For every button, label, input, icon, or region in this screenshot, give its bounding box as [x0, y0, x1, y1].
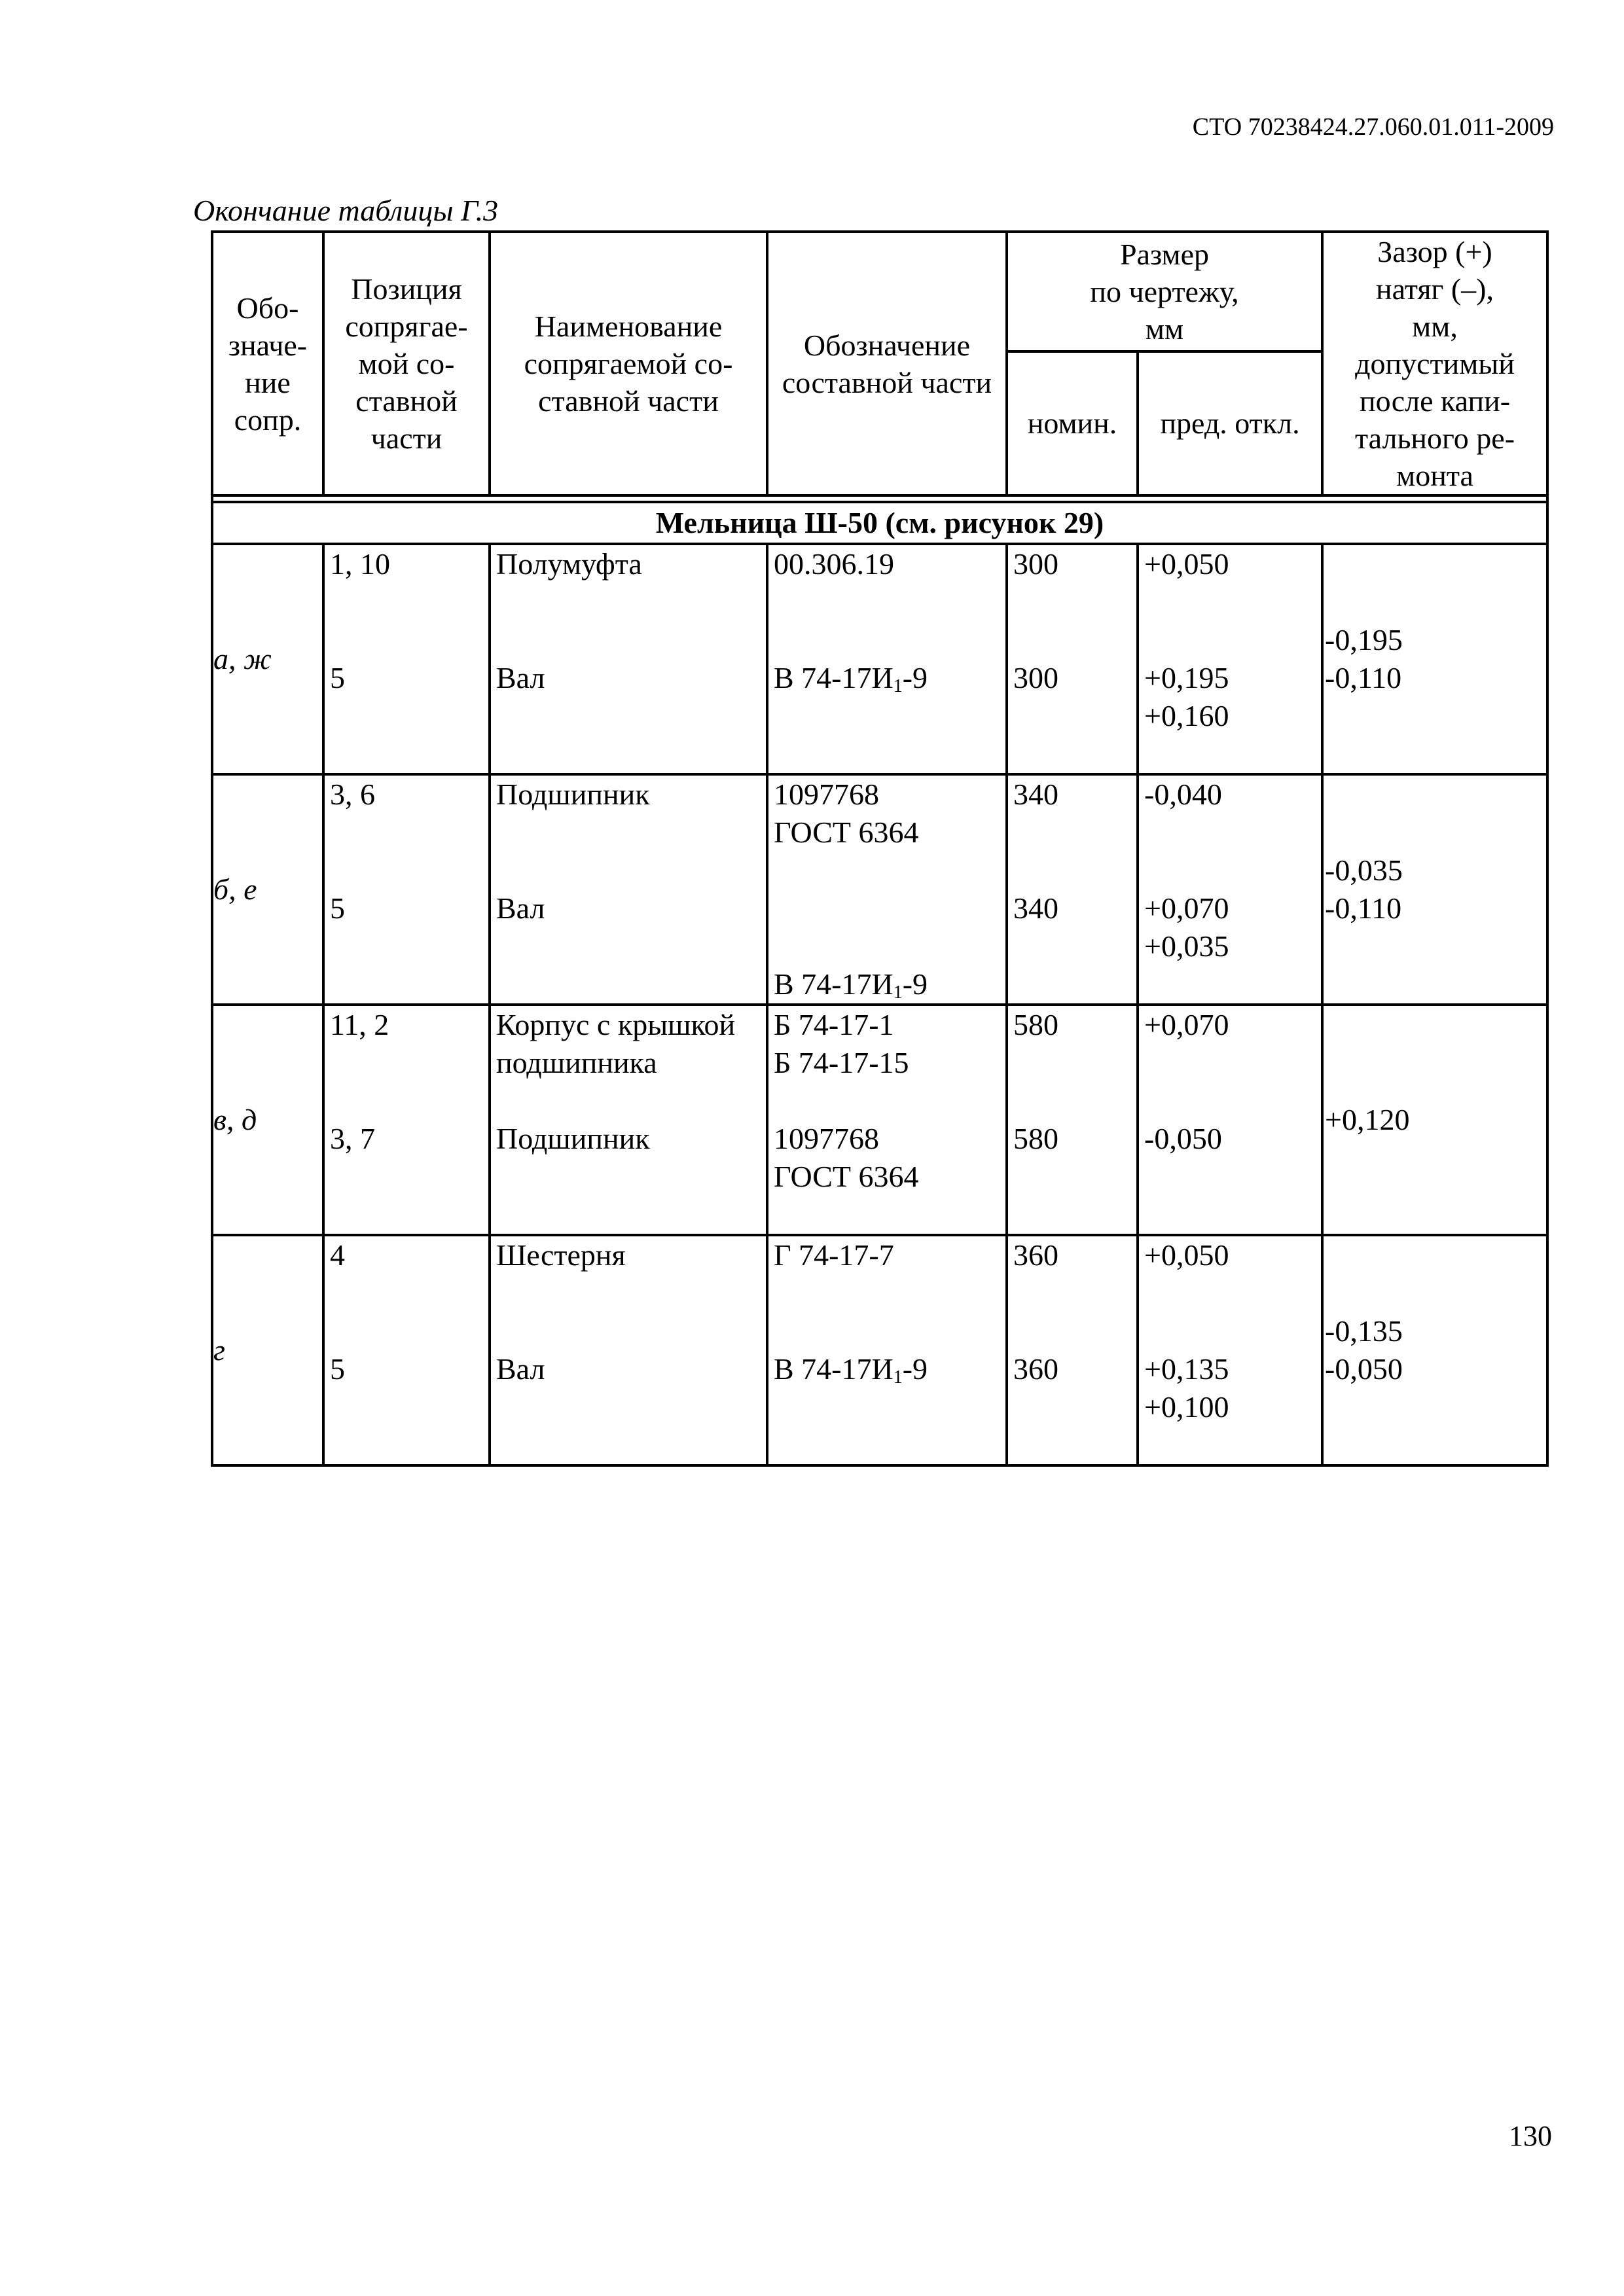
mating-designation: б, е [212, 774, 323, 1005]
part-line: ГОСТ 6364 [774, 1160, 919, 1193]
position-value: 5 [330, 891, 345, 925]
part-main: В 74-17И [774, 1352, 893, 1386]
part-line: 1097768 [774, 1122, 879, 1155]
document-code: СТО 70238424.27.060.01.011-2009 [1192, 113, 1554, 141]
clearance-value: -0,195 [1325, 623, 1403, 656]
nominal-value: 580 [1013, 1008, 1058, 1041]
cell-nominal [1007, 1350, 1138, 1465]
cell-tolerance [1138, 774, 1322, 889]
cell-nominal [1007, 889, 1138, 1005]
part-subscript: 1 [893, 676, 903, 696]
clearance-value: -0,110 [1325, 891, 1402, 925]
part-suffix: -9 [902, 967, 928, 1001]
header-designation: Обо- значе- ние сопр. [212, 232, 323, 495]
position-value: 5 [330, 1352, 345, 1386]
cell-part-designation [767, 1350, 1007, 1465]
clearance-value: -0,135 [1325, 1314, 1403, 1348]
header-clearance: Зазор (+) натяг (–), мм, допустимый после капи- тального ре- монта [1322, 232, 1547, 495]
part-line: ГОСТ 6364 [774, 816, 919, 849]
name-line: Вал [496, 661, 545, 694]
cell-position [323, 1235, 490, 1350]
cell-part-designation [767, 889, 1007, 1005]
part-line [768, 659, 1005, 697]
clearance-value: -0,050 [1325, 1352, 1403, 1386]
cell-tolerance [1138, 659, 1322, 774]
part-line: Б 74-17-1 [774, 1008, 894, 1041]
nominal-value: 300 [1013, 547, 1058, 581]
cell-part-designation [767, 1005, 1007, 1120]
part-wrap [768, 659, 1005, 697]
cell-name [490, 659, 767, 774]
name-line: подшипника [496, 1046, 657, 1079]
mating-designation: а, ж [212, 544, 323, 774]
cell-part-designation [767, 1120, 1007, 1235]
tolerance-value: -0,050 [1144, 1122, 1222, 1155]
cell-nominal [1007, 659, 1138, 774]
cell-part-designation [767, 659, 1007, 774]
cell-position [323, 774, 490, 889]
position-value: 11, 2 [330, 1008, 389, 1041]
cell-nominal [1007, 774, 1138, 889]
cell-clearance [1322, 544, 1547, 774]
header-name: Наименование сопрягаемой со- ставной части [490, 232, 767, 495]
nominal-value: 360 [1013, 1238, 1058, 1272]
part-line: 1097768 [774, 778, 879, 811]
cell-part-designation [767, 1235, 1007, 1350]
fit-table [211, 230, 1549, 1467]
cell-nominal [1007, 1005, 1138, 1120]
cell-clearance [1322, 774, 1547, 1005]
part-line [768, 1350, 1005, 1388]
name-line: Подшипник [496, 778, 650, 811]
cell-name [490, 889, 767, 1005]
table-row [212, 544, 1547, 659]
cell-position [323, 544, 490, 659]
cell-name [490, 774, 767, 889]
cell-tolerance [1138, 1120, 1322, 1235]
name-line: Полумуфта [496, 547, 642, 581]
cell-position [323, 1005, 490, 1120]
tolerance-value: +0,050 [1144, 1238, 1229, 1272]
cell-name [490, 544, 767, 659]
part-line: Г 74-17-7 [774, 1238, 894, 1272]
tolerance-value: +0,135 [1144, 1352, 1229, 1386]
cell-clearance [1322, 1235, 1547, 1465]
tolerance-value: +0,035 [1144, 929, 1229, 963]
header-gap [212, 495, 1547, 502]
position-value: 5 [330, 661, 345, 694]
section-title: Мельница Ш-50 (см. рисунок 29) [212, 502, 1547, 544]
tolerance-value: -0,040 [1144, 778, 1222, 811]
table-row [212, 774, 1547, 889]
table-row [212, 1005, 1547, 1120]
header-part-designation: Обозначение составной части [767, 232, 1007, 495]
part-suffix: -9 [902, 661, 928, 694]
header-tolerance: пред. откл. [1138, 351, 1322, 495]
cell-position [323, 1120, 490, 1235]
name-line: Подшипник [496, 1122, 650, 1155]
cell-position [323, 659, 490, 774]
cell-name [490, 1005, 767, 1120]
cell-name [490, 1235, 767, 1350]
nominal-value: 580 [1013, 1122, 1058, 1155]
cell-tolerance [1138, 1235, 1322, 1350]
tolerance-value: +0,195 [1144, 661, 1229, 694]
cell-name [490, 1350, 767, 1465]
part-wrap [768, 1350, 1005, 1388]
section-row [212, 502, 1547, 544]
cell-tolerance [1138, 544, 1322, 659]
position-value: 3, 7 [330, 1122, 375, 1155]
cell-name [490, 1120, 767, 1235]
position-value: 3, 6 [330, 778, 375, 811]
nominal-value: 340 [1013, 891, 1058, 925]
table-row [212, 1235, 1547, 1350]
part-wrap [768, 889, 1005, 1003]
clearance-value: -0,110 [1325, 661, 1402, 694]
cell-nominal [1007, 544, 1138, 659]
cell-tolerance [1138, 1350, 1322, 1465]
page-number: 130 [1509, 2120, 1552, 2152]
mating-designation: г [212, 1235, 323, 1465]
nominal-value: 340 [1013, 778, 1058, 811]
part-spacer [768, 927, 1005, 965]
tolerance-value: +0,050 [1144, 547, 1229, 581]
header-position: Позиция сопрягае- мой со- ставной части [323, 232, 490, 495]
nominal-value: 360 [1013, 1352, 1058, 1386]
part-line: Б 74-17-15 [774, 1046, 909, 1079]
tolerance-value: +0,160 [1144, 699, 1229, 732]
tolerance-value: +0,070 [1144, 891, 1229, 925]
position-value: 4 [330, 1238, 345, 1272]
part-spacer [768, 889, 1005, 927]
tolerance-value: +0,070 [1144, 1008, 1229, 1041]
position-value: 1, 10 [330, 547, 390, 581]
name-line: Вал [496, 1352, 545, 1386]
nominal-value: 300 [1013, 661, 1058, 694]
part-subscript: 1 [893, 982, 903, 1003]
name-line: Корпус с крышкой [496, 1008, 736, 1041]
tolerance-value: +0,100 [1144, 1390, 1229, 1424]
header-size-group: Размер по чертежу, мм [1007, 232, 1322, 351]
name-line: Шестерня [496, 1238, 626, 1272]
cell-clearance [1322, 1005, 1547, 1235]
table-caption: Окончание таблицы Г.3 [193, 194, 499, 227]
cell-nominal [1007, 1235, 1138, 1350]
header-row [212, 232, 1547, 351]
name-line: Вал [496, 891, 545, 925]
part-subscript: 1 [893, 1367, 903, 1388]
clearance-value: +0,120 [1325, 1103, 1410, 1136]
part-main: В 74-17И [774, 661, 893, 694]
header-nominal: номин. [1007, 351, 1138, 495]
cell-nominal [1007, 1120, 1138, 1235]
cell-position [323, 1350, 490, 1465]
cell-position [323, 889, 490, 1005]
part-main: В 74-17И [774, 967, 893, 1001]
mating-designation: в, д [212, 1005, 323, 1235]
cell-part-designation [767, 544, 1007, 659]
part-line [768, 965, 1005, 1003]
part-line: 00.306.19 [774, 547, 894, 581]
cell-tolerance [1138, 1005, 1322, 1120]
cell-tolerance [1138, 889, 1322, 1005]
clearance-value: -0,035 [1325, 853, 1403, 887]
part-suffix: -9 [902, 1352, 928, 1386]
cell-part-designation [767, 774, 1007, 889]
